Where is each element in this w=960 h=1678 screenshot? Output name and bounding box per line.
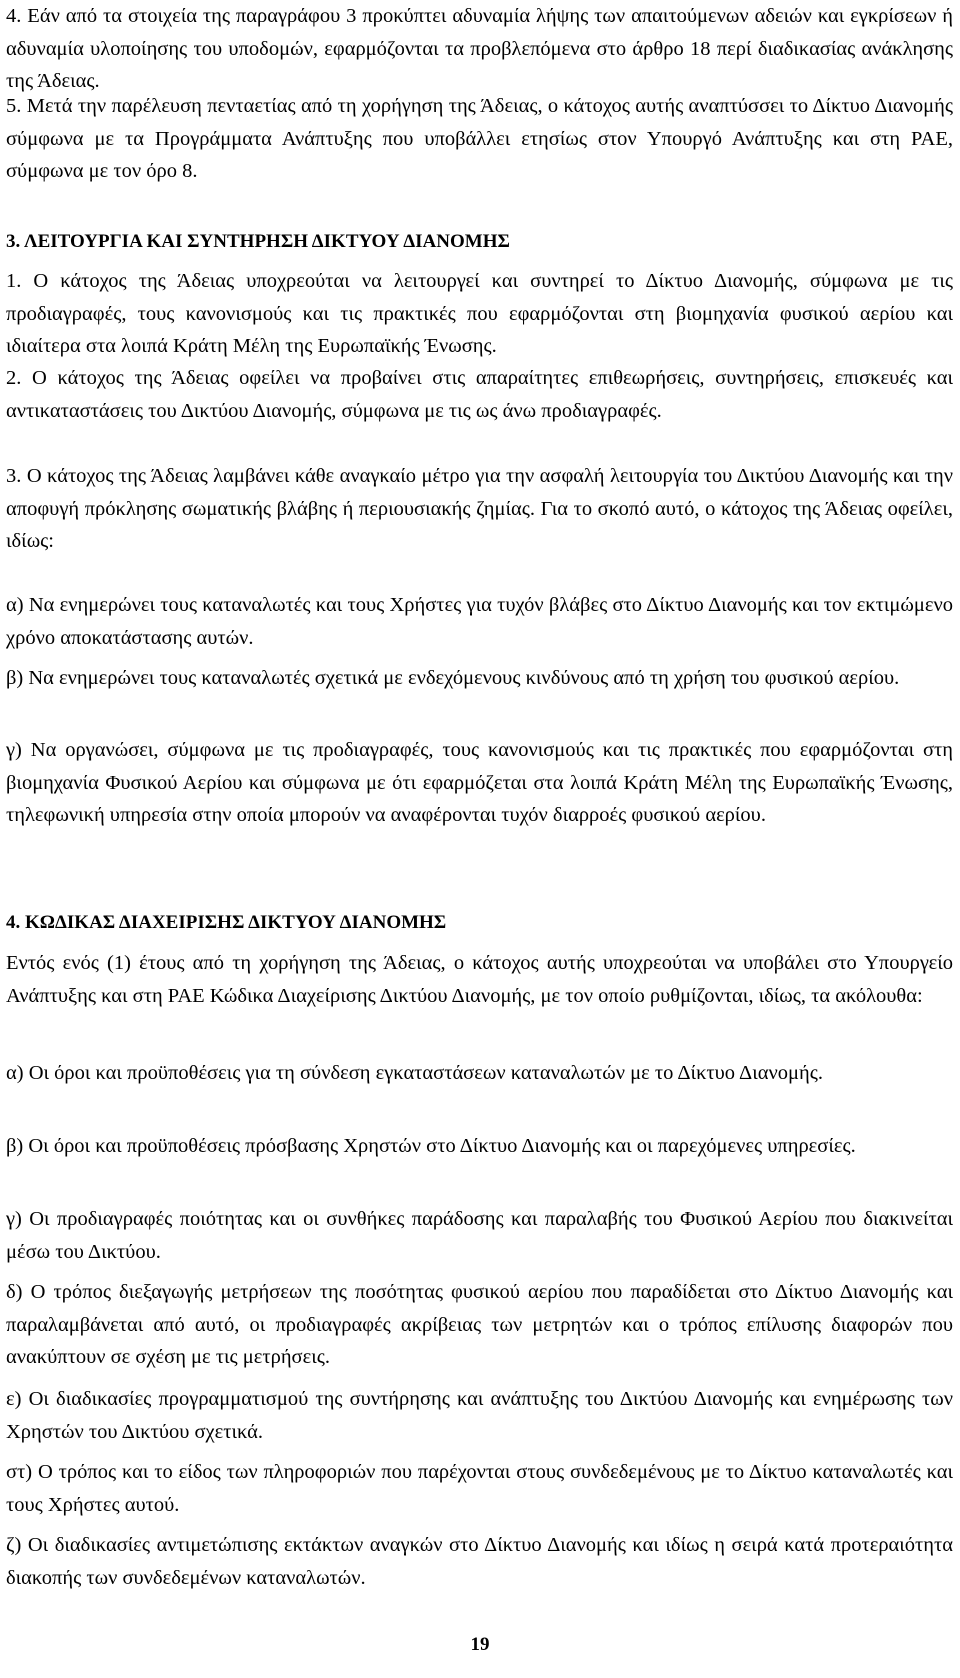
paragraph-3-3: 3. Ο κάτοχος της Άδειας λαμβάνει κάθε αναγκαίο μέτρο για την ασφαλή λειτουργία του Δικτύου Διανομής και την αποφυγή πρόκλησης σωματικής βλάβης ή περιουσιακής ζημίας. Για το σκοπό αυτό, ο κάτοχος της Άδειας οφείλει, ιδίως: (6, 465, 953, 552)
section-4-heading: 4. ΚΩΔΙΚΑΣ ΔΙΑΧΕΙΡΙΣΗΣ ΔΙΚΤΥΟΥ ΔΙΑΝΟΜΗΣ (6, 912, 447, 933)
paragraph-3-3c: γ) Να οργανώσει, σύμφωνα με τις προδιαγραφές, τους κανονισμούς και τις πρακτικές που εφαρμόζονται στη βιομηχανία Φυσικού Αερίου και σύμφωνα με ότι εφαρμόζεται στα λοιπά Κράτη Μέλη της Ευρωπαϊκής Ένωσης, τηλεφωνική υπηρεσία στην οποία μπορούν να αναφέρονται τυχόν διαρροές φυσικού αερίου. (6, 739, 953, 826)
paragraph-4st: στ) Ο τρόπος και το είδος των πληροφοριών που παρέχονται στους συνδεδεμένους με το Δίκτυο καταναλωτές και τους Χρήστες αυτού. (6, 1461, 953, 1516)
page-number: 19 (470, 1634, 490, 1655)
paragraph-4a: α) Οι όροι και προϋποθέσεις για τη σύνδεση εγκαταστάσεων καταναλωτών με το Δίκτυο Διανομής. (6, 1062, 823, 1084)
paragraph-3-3b: β) Να ενημερώνει τους καταναλωτές σχετικά με ενδεχόμενους κινδύνους από τη χρήση του φυσικού αερίου. (6, 667, 900, 689)
paragraph-4-intro: Εντός ενός (1) έτους από τη χορήγηση της Άδειας, ο κάτοχος αυτής υποχρεούται να υποβάλει στο Υπουργείο Ανάπτυξης και στη ΡΑΕ Κώδικα Διαχείρισης Δικτύου Διανομής, με τον οποίο ρυθμίζονται, ιδίως, τα ακόλουθα: (6, 952, 953, 1007)
paragraph-4z: ζ) Οι διαδικασίες αντιμετώπισης εκτάκτων αναγκών στο Δίκτυο Διανομής και ιδίως η σειρά κατά προτεραιότητα διακοπής των συνδεδεμένων καταναλωτών. (6, 1534, 953, 1589)
paragraph-4c: γ) Οι προδιαγραφές ποιότητας και οι συνθήκες παράδοσης και παραλαβής του Φυσικού Αερίου που διακινείται μέσω του Δικτύου. (6, 1208, 953, 1263)
paragraph-3-2: 2. Ο κάτοχος της Άδειας οφείλει να προβαίνει στις απαραίτητες επιθεωρήσεις, συντηρήσεις, επισκευές και αντικαταστάσεις του Δικτύου Διανομής, σύμφωνα με τις ως άνω προδιαγραφές. (6, 367, 953, 422)
paragraph-3-1: 1. Ο κάτοχος της Άδειας υποχρεούται να λειτουργεί και συντηρεί το Δίκτυο Διανομής, σύμφωνα με τις προδιαγραφές, τους κανονισμούς και τις πρακτικές που εφαρμόζονται στη βιομηχανία φυσικού αερίου και ιδιαίτερα στα λοιπά Κράτη Μέλη της Ευρωπαϊκής Ένωσης. (6, 270, 953, 357)
paragraph-2-5: 5. Μετά την παρέλευση πενταετίας από τη χορήγηση της Άδειας, ο κάτοχος αυτής αναπτύσσει το Δίκτυο Διανομής σύμφωνα με τα Προγράμματα Ανάπτυξης που υποβάλλει ετησίως στον Υπουργό Ανάπτυξης και στη ΡΑΕ, σύμφωνα με τον όρο 8. (6, 95, 953, 182)
paragraph-4d: δ) Ο τρόπος διεξαγωγής μετρήσεων της ποσότητας φυσικού αερίου που παραδίδεται στο Δίκτυο Διανομής και παραλαμβάνεται από αυτό, οι προδιαγραφές ακρίβειας των μετρητών και ο τρόπος επίλυσης διαφορών που ανακύπτουν σε σχέση με τις μετρήσεις. (6, 1281, 953, 1368)
paragraph-2-4: 4. Εάν από τα στοιχεία της παραγράφου 3 προκύπτει αδυναμία λήψης των απαιτούμενων αδειών και εγκρίσεων ή αδυναμία υλοποίησης του υποδομών, εφαρμόζονται τα προβλεπόμενα στο άρθρο 18 περί διαδικασίας ανάκλησης της Άδειας. (6, 5, 953, 92)
paragraph-4b: β) Οι όροι και προϋποθέσεις πρόσβασης Χρηστών στο Δίκτυο Διανομής και οι παρεχόμενες υπηρεσίες. (6, 1135, 856, 1157)
paragraph-4e: ε) Οι διαδικασίες προγραμματισμού της συντήρησης και ανάπτυξης του Δικτύου Διανομής και ενημέρωσης των Χρηστών του Δικτύου σχετικά. (6, 1388, 953, 1443)
paragraph-3-3a: α) Να ενημερώνει τους καταναλωτές και τους Χρήστες για τυχόν βλάβες στο Δίκτυο Διανομής και τον εκτιμώμενο χρόνο αποκατάστασης αυτών. (6, 594, 953, 649)
section-3-heading: 3. ΛΕΙΤΟΥΡΓΙΑ ΚΑΙ ΣΥΝΤΗΡΗΣΗ ΔΙΚΤΥΟΥ ΔΙΑΝΟΜΗΣ (6, 231, 510, 252)
